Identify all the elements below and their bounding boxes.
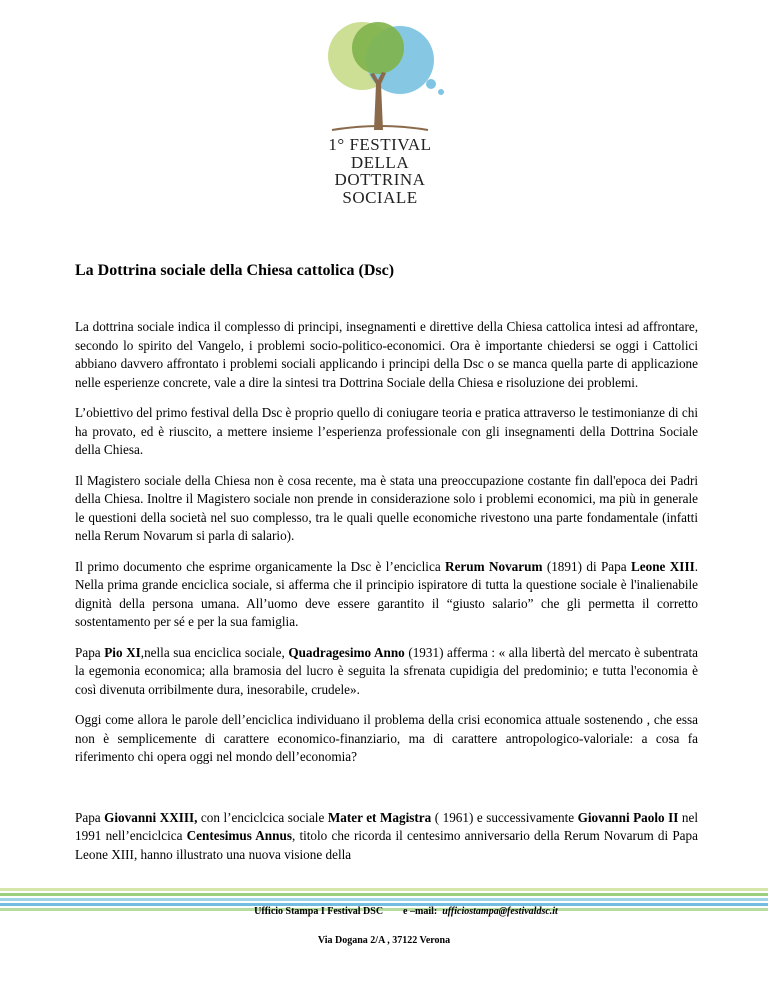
footer-contact-line bbox=[44, 906, 768, 917]
paragraph-4 bbox=[75, 558, 698, 632]
logo-line-1: 1° FESTIVAL bbox=[328, 135, 432, 154]
tree-logo-icon bbox=[290, 18, 470, 136]
festival-logo bbox=[290, 18, 470, 208]
footer-stripe bbox=[0, 888, 768, 891]
text-run: Papa bbox=[75, 644, 105, 660]
encyclical-name: Rerum Novarum bbox=[445, 558, 543, 574]
text-run: , titolo che ricorda il centesimo anniversario della Rerum Novarum di Papa Leone XIII, hanno illustrato una nuova visione della bbox=[75, 828, 698, 862]
footer-stripe bbox=[0, 893, 768, 896]
logo-line-2: DELLA bbox=[350, 152, 410, 172]
text-run: ,nella sua enciclica sociale, bbox=[140, 644, 289, 660]
logo-leaf-green bbox=[352, 22, 404, 74]
logo-line-3: DOTTRINA bbox=[334, 170, 426, 189]
text-run: . Nella prima grande enciclica sociale, si afferma che il principio ispiratore di tutta la questione sociale è l'inalienabile dignità della persona umana. All’uomo deve essere garantito il “giusto salario” che gli permetta il corretto sostentamento per sé e per la sua famiglia. bbox=[75, 558, 698, 629]
encyclical-name: Quadragesimo Anno bbox=[288, 644, 405, 660]
text-run: Il primo documento che esprime organicamente la Dsc è l’enciclica bbox=[75, 558, 446, 574]
encyclical-name: Mater et Magistra bbox=[327, 809, 432, 825]
paragraph-5 bbox=[75, 644, 698, 700]
pope-name: Leone XIII bbox=[630, 558, 695, 574]
page-footer bbox=[0, 906, 768, 946]
footer-email: ufficiostampa@festivaldsc.it bbox=[442, 906, 558, 917]
paragraph-3: Il Magistero sociale della Chiesa non è cosa recente, ma è stata una preoccupazione costante fin dall'epoca dei Padri della Chiesa. Inoltre il Magistero sociale non prende in considerazione solo i problemi economici, ma più in generale le questioni della società nel suo complesso, tra le quali quelle economiche rivestono una parte fondamentale (infatti nella Rerum Novarum si parla di salario). bbox=[75, 472, 698, 543]
text-run: Papa bbox=[75, 809, 105, 825]
text-run: (1931) afferma : « alla libertà del mercato è subentrata la egemonia economica; alla bramosia del lucro è seguita la sfrenata cupidigia del predominio; e tutta l'economia è così divenuta orribilmente dura, inesorabile, crudele». bbox=[75, 644, 698, 697]
logo-wordmark bbox=[290, 136, 470, 206]
pope-name: Giovanni XXIII, bbox=[104, 809, 198, 825]
footer-office: Ufficio Stampa I Festival DSC bbox=[254, 906, 384, 917]
text-run: (1891) di Papa bbox=[542, 558, 631, 574]
logo-bubble-2 bbox=[438, 89, 444, 95]
footer-email-label: e –mail: bbox=[403, 906, 438, 917]
footer-stripe bbox=[0, 898, 768, 901]
paragraph-2: L’obiettivo del primo festival della Dsc è proprio quello di coniugare teoria e pratica attraverso le testimonianze di chi ha provato, ed è riuscito, a mettere insieme l’esperienza professionale con gli insegnamenti della Dottrina Sociale della Chiesa. bbox=[75, 405, 698, 457]
pope-name: Giovanni Paolo II bbox=[577, 809, 679, 825]
text-run: ( 1961) e successivamente bbox=[431, 809, 578, 825]
document-title: La Dottrina sociale della Chiesa cattolica (Dsc) bbox=[75, 262, 395, 279]
text-run: con l’enciclcica sociale bbox=[197, 809, 328, 825]
encyclical-name: Centesimus Annus bbox=[186, 828, 292, 843]
logo-bubble-1 bbox=[426, 79, 436, 89]
logo-line-4: SOCIALE bbox=[342, 187, 418, 207]
document-body bbox=[75, 318, 698, 876]
footer-address: Via Dogana 2/A , 37122 Verona bbox=[317, 935, 451, 946]
paragraph-1: La dottrina sociale indica il complesso di principi, insegnamenti e direttive della Chiesa cattolica intesi ad affrontare, secondo lo spirito del Vangelo, i problemi socio-politico-economici. Ora è importante chiedersi se oggi i Cattolici abbiano davvero affrontato i problemi sociali applicando i principi della Dsc o se manca quella parte di applicazione nelle esperienze concrete, vale a dire la sintesi tra Dottrina Sociale della Chiesa e risoluzione dei problemi. bbox=[75, 319, 698, 390]
text-run: nel 1991 nell’enciclcica bbox=[75, 809, 698, 843]
paragraph-7 bbox=[75, 809, 698, 865]
paragraph-6: Oggi come allora le parole dell’enciclica individuano il problema della crisi economica attuale sostenendo , che essa non è semplicemente di carattere economico-finanziario, ma di carattere antropologico-valoriale: a cosa fa riferimento chi opera oggi nel mondo dell’economia? bbox=[75, 712, 698, 764]
pope-name: Pio XI bbox=[104, 644, 141, 660]
